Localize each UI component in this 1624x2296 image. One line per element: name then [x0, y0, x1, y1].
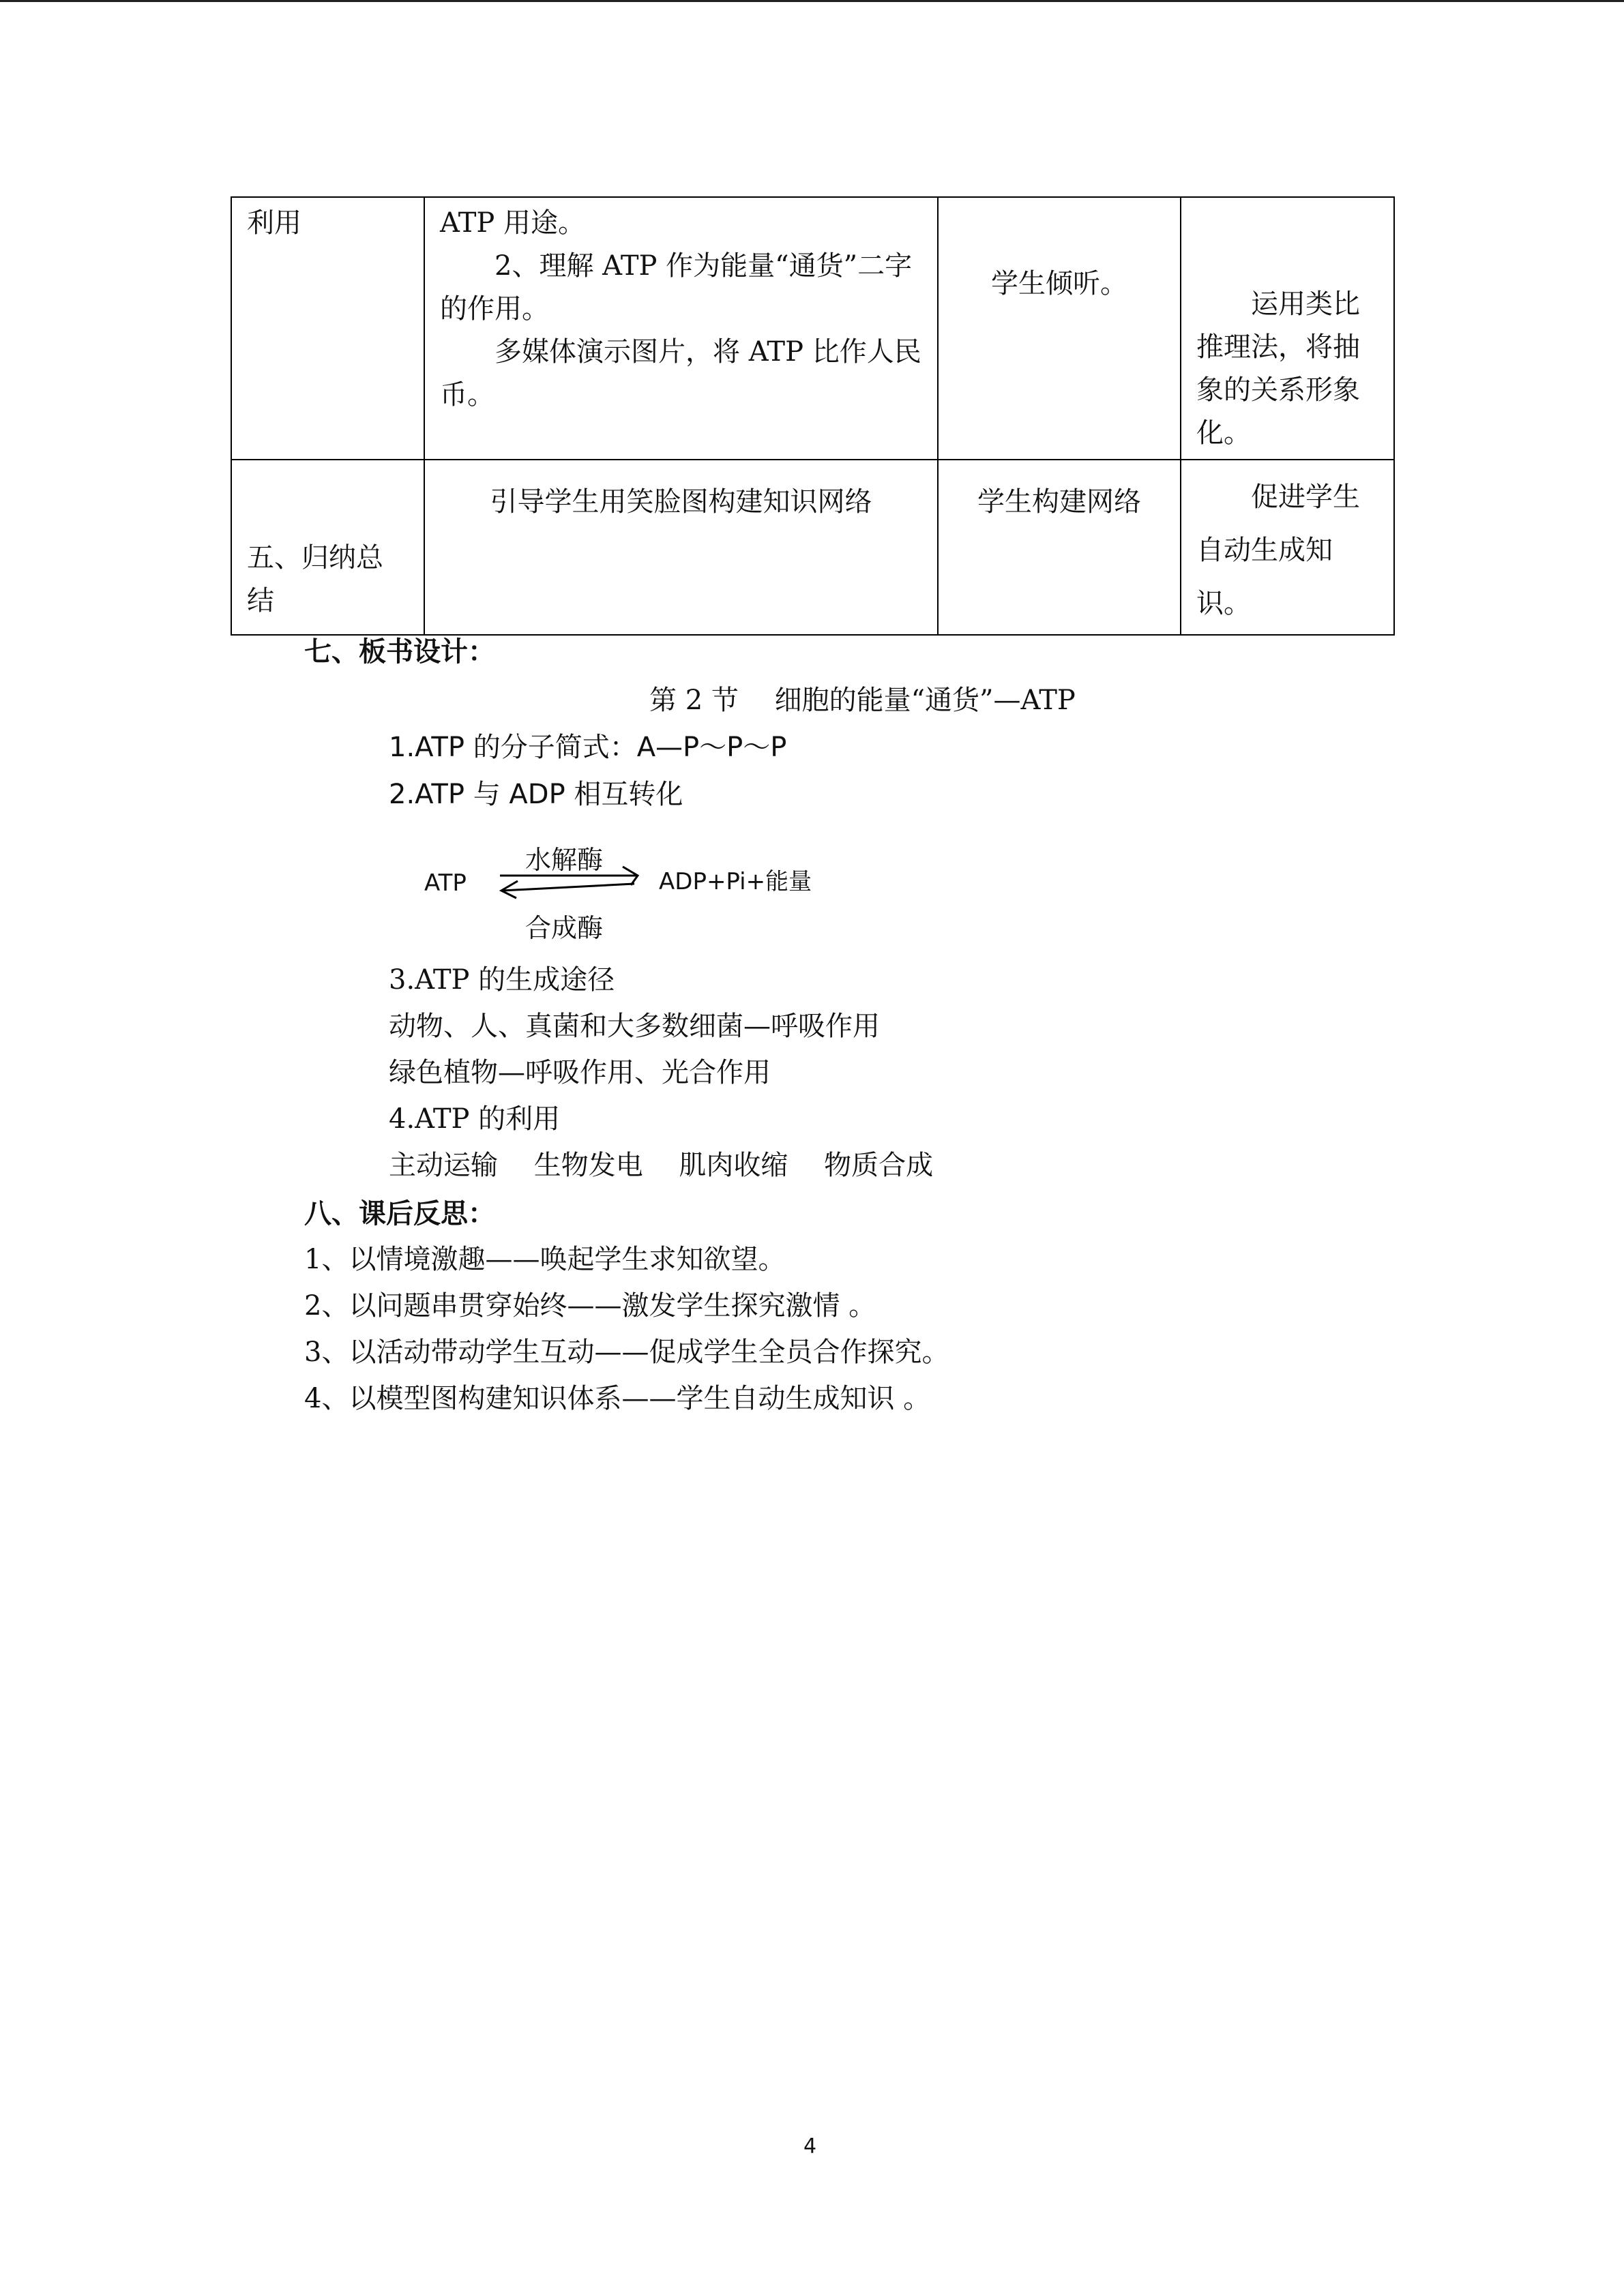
reverse-enzyme-label: 合成酶 [525, 913, 604, 943]
reaction-right-label: ADP+Pi+能量 [659, 868, 812, 895]
board-title: 第 2 节 细胞的能量“通货”—ATP [649, 685, 1076, 716]
design-intent-cell: 促进学生自动生成知识。 [1181, 460, 1394, 635]
table-row [231, 460, 1394, 635]
board-item-generation-b: 绿色植物—呼吸作用、光合作用 [389, 1057, 771, 1088]
reflection-item: 4、以模型图构建知识体系——学生自动生成知识 。 [304, 1383, 931, 1414]
board-item-generation-a: 动物、人、真菌和大多数细菌—呼吸作用 [389, 1011, 880, 1042]
table-row [231, 197, 1394, 460]
teacher-line: ATP 用途。 [440, 207, 586, 239]
reflection-item: 2、以问题串贯穿始终——激发学生探究激情 。 [304, 1290, 876, 1322]
board-item-utilization-a: 主动运输 生物发电 肌肉收缩 物质合成 [389, 1150, 934, 1181]
student-activity-cell: 学生倾听。 [938, 197, 1181, 460]
reflection-heading: 八、课后反思： [304, 1198, 495, 1229]
stage-cell: 五、归纳总结 [231, 460, 424, 635]
teacher-line: 多媒体演示图片，将 ATP 比作人民币。 [440, 336, 921, 411]
stage-cell: 利用 [231, 197, 424, 460]
reflection-item: 1、以情境激趣——唤起学生求知欲望。 [304, 1244, 786, 1275]
student-activity-cell: 学生构建网络 [938, 460, 1181, 635]
teacher-activity-cell [424, 197, 938, 460]
board-item-generation: 3.ATP 的生成途径 [389, 964, 615, 996]
teacher-line: 2、理解 ATP 作为能量“通货”二字的作用。 [440, 250, 913, 325]
design-intent-cell: 运用类比推理法，将抽象的关系形象化。 [1181, 197, 1394, 460]
teacher-activity-cell: 引导学生用笑脸图构建知识网络 [424, 460, 938, 635]
lesson-table [231, 196, 1395, 636]
board-item-utilization: 4.ATP 的利用 [389, 1103, 561, 1135]
forward-enzyme-label: 水解酶 [525, 845, 604, 875]
reflection-item: 3、以活动带动学生互动——促成学生全员合作探究。 [304, 1337, 949, 1368]
reaction-left-label: ATP [424, 869, 467, 897]
board-design-heading: 七、板书设计： [304, 636, 495, 668]
board-item-conversion: 2.ATP 与 ADP 相互转化 [389, 779, 683, 810]
page-number: 4 [803, 2134, 817, 2158]
board-item-formula: 1.ATP 的分子简式：A—P～P～P [389, 732, 787, 763]
reversible-arrow-icon [494, 865, 645, 900]
page-top-border [0, 0, 1624, 2]
